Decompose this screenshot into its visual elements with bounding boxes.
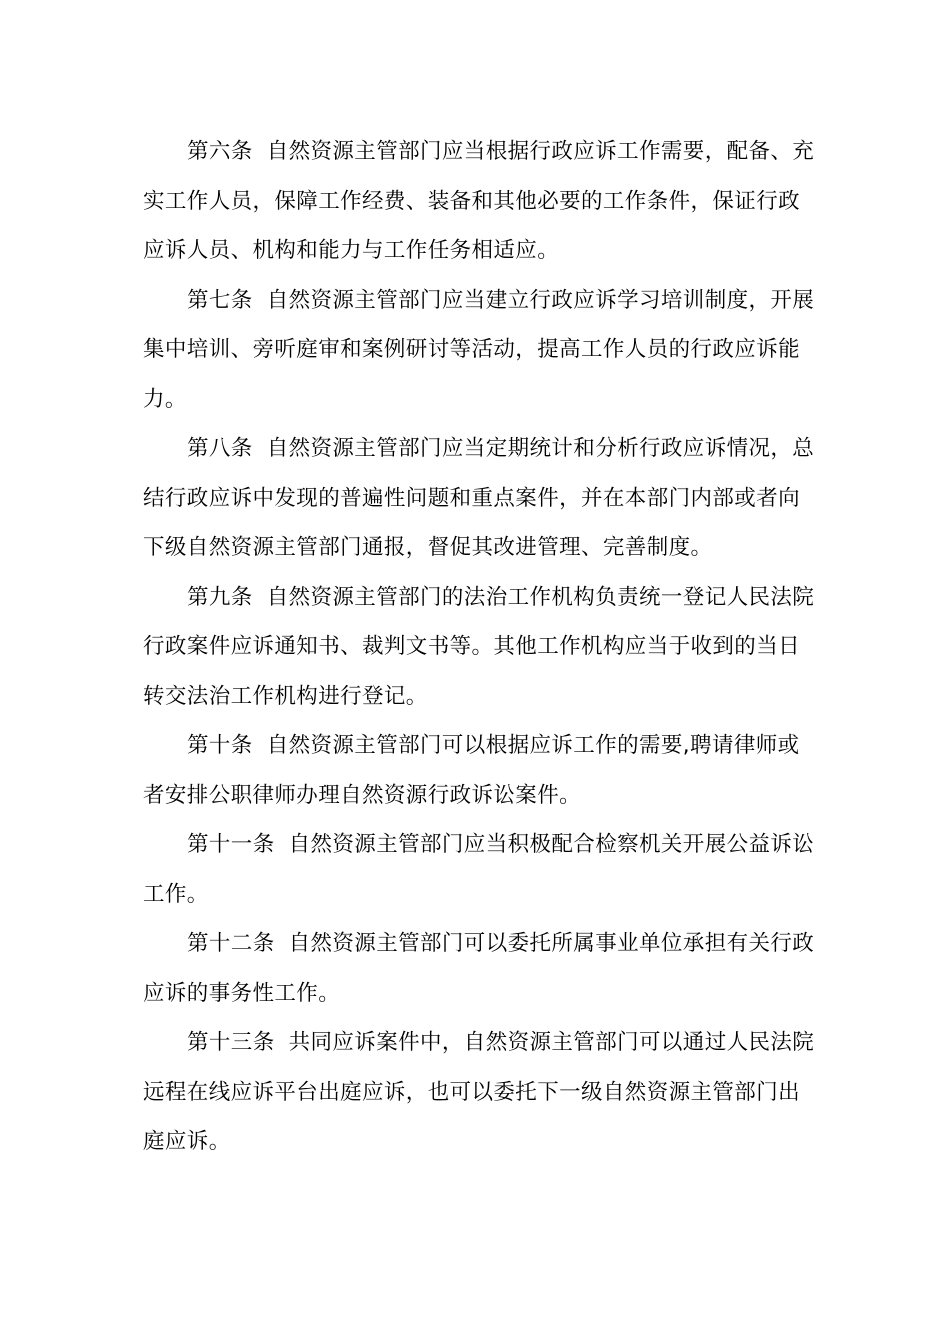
article-first-line — [143, 276, 815, 326]
article-text: 自然资源主管部门可以根据应诉工作的需要,聘请律师或 — [266, 733, 800, 758]
article-8 — [143, 424, 815, 573]
article-text: 自然资源主管部门应当定期统计和分析行政应诉情况，总 — [266, 436, 815, 461]
article-number: 第九条 — [187, 584, 253, 610]
article-number: 第十二条 — [187, 931, 275, 956]
article-number: 第十三条 — [187, 1030, 275, 1055]
article-line: 行政案件应诉通知书、裁判文书等。其他工作机构应当于收到的当日 — [143, 634, 801, 659]
article-number: 第十一条 — [187, 832, 275, 857]
article-9 — [143, 573, 815, 722]
article-11 — [143, 820, 815, 919]
article-first-line — [143, 919, 815, 969]
article-line: 实工作人员，保障工作经费、装备和其他必要的工作条件，保证行政 — [143, 188, 801, 214]
article-text: 自然资源主管部门的法治工作机构负责统一登记人民法院 — [266, 584, 815, 610]
article-line: 远程在线应诉平台出庭应诉，也可以委托下一级自然资源主管部门出 — [143, 1079, 801, 1105]
article-number: 第八条 — [187, 436, 253, 461]
article-text: 共同应诉案件中，自然资源主管部门可以通过人民法院 — [288, 1030, 815, 1055]
article-first-line — [143, 127, 815, 177]
article-number: 第十条 — [187, 733, 253, 758]
article-line: 下级自然资源主管部门通报，督促其改进管理、完善制度。 — [143, 535, 713, 560]
article-first-line — [143, 721, 807, 771]
article-number: 第六条 — [187, 139, 253, 164]
article-first-line — [143, 424, 815, 474]
article-text: 自然资源主管部门可以委托所属事业单位承担有关行政 — [288, 931, 815, 956]
article-text: 自然资源主管部门应当建立行政应诉学习培训制度，开展 — [266, 287, 815, 313]
article-text: 自然资源主管部门应当积极配合检察机关开展公益诉讼 — [288, 832, 815, 857]
article-12 — [143, 919, 815, 1018]
article-first-line — [143, 820, 815, 870]
article-line: 者安排公职律师办理自然资源行政诉讼案件。 — [143, 782, 582, 808]
article-line: 应诉人员、机构和能力与工作任务相适应。 — [143, 238, 560, 263]
article-line: 集中培训、旁听庭审和案例研讨等活动，提高工作人员的行政应诉能 — [143, 337, 801, 362]
article-7 — [143, 276, 815, 425]
article-text: 自然资源主管部门应当根据行政应诉工作需要，配备、充 — [266, 139, 815, 164]
article-line: 应诉的事务性工作。 — [143, 980, 341, 1006]
article-line: 工作。 — [143, 881, 209, 907]
article-6 — [143, 127, 815, 276]
article-first-line — [143, 1018, 815, 1068]
article-first-line — [143, 573, 815, 623]
article-line: 转交法治工作机构进行登记。 — [143, 683, 428, 709]
article-number: 第七条 — [187, 287, 253, 313]
article-10 — [143, 721, 807, 820]
article-line: 庭应诉。 — [143, 1129, 231, 1154]
document-body — [143, 127, 815, 1167]
article-line: 结行政应诉中发现的普遍性问题和重点案件，并在本部门内部或者向 — [143, 485, 801, 511]
article-13 — [143, 1018, 815, 1167]
article-line: 力。 — [143, 386, 187, 412]
